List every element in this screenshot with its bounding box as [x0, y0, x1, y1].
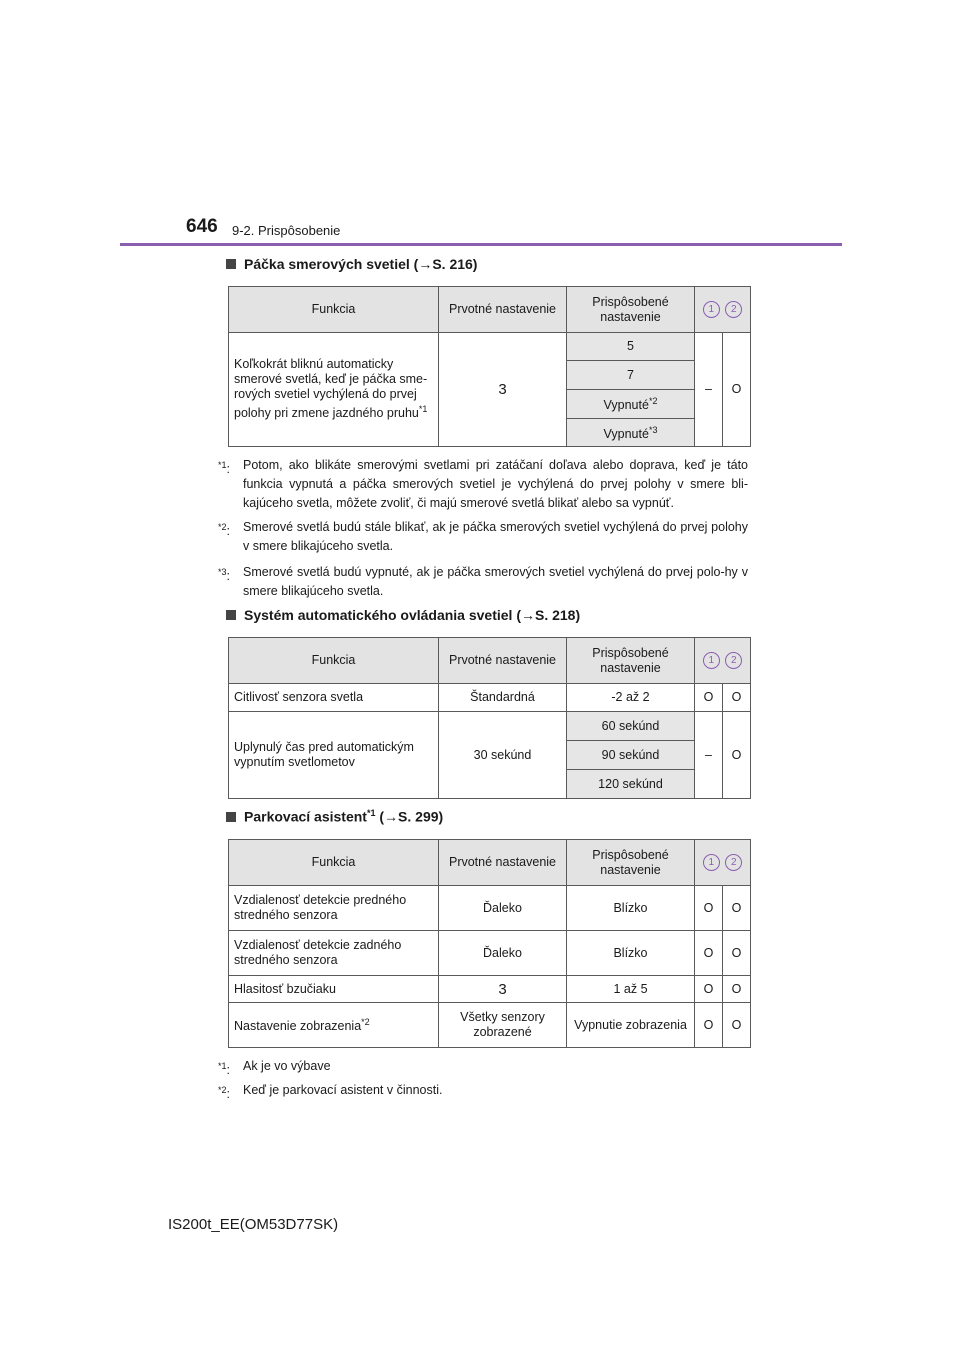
parking-assist-table: [228, 839, 751, 1048]
auto-light-table: [228, 637, 751, 799]
footnote-mark: $^{*2}$:: [218, 522, 230, 539]
circle-1-icon: 1: [703, 652, 720, 669]
function-cell: Citlivosť senzora svetla: [229, 684, 439, 712]
mark-cell-1: O: [695, 931, 723, 976]
default-cell: Ďaleko: [439, 931, 567, 976]
footnote-text: Smerové svetlá budú stále blikať, ak je páčka smerových svetiel vychýlená do prvej polohy v smere blikajúceho svetla.: [243, 520, 748, 553]
default-cell: Ďaleko: [439, 886, 567, 931]
footnote-text: Ak je vo výbave: [243, 1059, 331, 1073]
function-cell: Hlasitosť bzučiaku: [229, 976, 439, 1003]
custom-option: Vypnuté$^{*2}$: [567, 390, 695, 419]
header-function: Funkcia: [229, 840, 439, 886]
custom-cell: -2 až 2: [567, 684, 695, 712]
header-function: Funkcia: [229, 638, 439, 684]
footnote: [218, 1057, 748, 1076]
footnote-mark: $^{*1}$:: [218, 460, 230, 477]
header-circles: [695, 840, 751, 886]
footnote-text: Potom, ako blikáte smerovými svetlami pri zatáčaní doľava alebo doprava, keď je táto funkcia vypnutá a páčka smerových svetiel je vychýlená do prvej polohy v smere bli-kajúceho svetla, môžete zvoliť, či majú smerové svetlá blikať alebo sa vypnúť.: [243, 458, 748, 510]
custom-option: Vypnuté$^{*3}$: [567, 419, 695, 447]
custom-cell: 1 až 5: [567, 976, 695, 1003]
square-bullet-icon: [226, 259, 236, 269]
header-default: Prvotné nastavenie: [439, 840, 567, 886]
function-cell: Uplynulý čas pred automatickým vypnutím svetlometov: [229, 712, 439, 799]
header-default: Prvotné nastavenie: [439, 638, 567, 684]
heading-turn-signal-lever: [226, 256, 477, 272]
table-row: [229, 931, 751, 976]
default-cell: 3: [439, 333, 567, 447]
mark-cell-2: O: [723, 931, 751, 976]
table-header-row: [229, 638, 751, 684]
function-cell: Vzdialenosť detekcie zadného stredného senzora: [229, 931, 439, 976]
footnote-text: Smerové svetlá budú vypnuté, ak je páčka smerových svetiel vychýlená do prvej polo-hy v smere blikajúceho svetla.: [243, 565, 748, 598]
custom-cell: Blízko: [567, 931, 695, 976]
custom-option: 90 sekúnd: [567, 741, 695, 770]
mark-cell-1: –: [695, 712, 723, 799]
page-number: 646: [186, 216, 218, 237]
footnote-mark: $^{*3}$:: [218, 567, 230, 584]
header-default: Prvotné nastavenie: [439, 287, 567, 333]
table-row: [229, 333, 751, 361]
section-title: 9-2. Prispôsobenie: [232, 223, 341, 238]
table-row: [229, 976, 751, 1003]
custom-option: 7: [567, 361, 695, 390]
mark-cell-2: O: [723, 1003, 751, 1048]
mark-cell-1: O: [695, 684, 723, 712]
custom-cell: Vypnutie zobrazenia: [567, 1003, 695, 1048]
header-circles: [695, 287, 751, 333]
footnote-mark: $^{*2}$:: [218, 1085, 230, 1102]
circle-2-icon: 2: [725, 652, 742, 669]
custom-option: 120 sekúnd: [567, 770, 695, 799]
default-cell: Štandardná: [439, 684, 567, 712]
footnote: [218, 456, 748, 513]
mark-cell-1: O: [695, 1003, 723, 1048]
custom-cell: Blízko: [567, 886, 695, 931]
mark-cell-2: O: [723, 976, 751, 1003]
table-header-row: [229, 840, 751, 886]
circle-2-icon: 2: [725, 854, 742, 871]
mark-cell-1: O: [695, 886, 723, 931]
table-row: [229, 684, 751, 712]
header-circles: [695, 638, 751, 684]
heading-sup: *1: [366, 808, 376, 818]
header-function: Funkcia: [229, 287, 439, 333]
document-code: IS200t_EE(OM53D77SK): [168, 1216, 339, 1233]
heading-text: Páčka smerových svetiel (→S. 216): [244, 256, 478, 272]
circle-2-icon: 2: [725, 301, 742, 318]
footnote: [218, 518, 748, 556]
heading-parking-assist: [226, 808, 443, 825]
footnote-mark: $^{*1}$:: [218, 1061, 230, 1078]
footnote: [218, 1081, 748, 1100]
default-cell: Všetky senzory zobrazené: [439, 1003, 567, 1048]
function-cell: Nastavenie zobrazenia$^{*2}$: [229, 1003, 439, 1048]
circle-1-icon: 1: [703, 854, 720, 871]
mark-cell-2: O: [723, 333, 751, 447]
mark-cell-1: O: [695, 976, 723, 1003]
square-bullet-icon: [226, 610, 236, 620]
mark-cell-1: –: [695, 333, 723, 447]
mark-cell-2: O: [723, 684, 751, 712]
header-custom: Prispôsobené nastavenie: [567, 638, 695, 684]
default-cell: 30 sekúnd: [439, 712, 567, 799]
table-row: [229, 712, 751, 741]
table-header-row: [229, 287, 751, 333]
custom-option: 60 sekúnd: [567, 712, 695, 741]
header-rule: [120, 243, 842, 246]
custom-option: 5: [567, 333, 695, 361]
footnote: [218, 563, 748, 601]
table-row: [229, 1003, 751, 1048]
table-row: [229, 886, 751, 931]
heading-text: Systém automatického ovládania svetiel (→S. 218): [244, 607, 581, 623]
function-cell: Vzdialenosť detekcie predného stredného senzora: [229, 886, 439, 931]
default-cell: 3: [439, 976, 567, 1003]
heading-text: Parkovací asistent: [244, 808, 367, 825]
mark-cell-2: O: [723, 712, 751, 799]
header-custom: Prispôsobené nastavenie: [567, 287, 695, 333]
function-cell: Koľkokrát bliknú automaticky smerové svetlá, keď je páčka sme-rových svetiel vychýlená do prvej polohy pri zmene jazdného pruhu$^{*1}$: [229, 333, 439, 447]
heading-ref: (→S. 299): [375, 808, 444, 825]
mark-cell-2: O: [723, 886, 751, 931]
heading-auto-light-system: [226, 607, 580, 623]
header-custom: Prispôsobené nastavenie: [567, 840, 695, 886]
circle-1-icon: 1: [703, 301, 720, 318]
turn-signal-table: [228, 286, 751, 447]
square-bullet-icon: [226, 812, 236, 822]
footnote-text: Keď je parkovací asistent v činnosti.: [243, 1083, 443, 1097]
